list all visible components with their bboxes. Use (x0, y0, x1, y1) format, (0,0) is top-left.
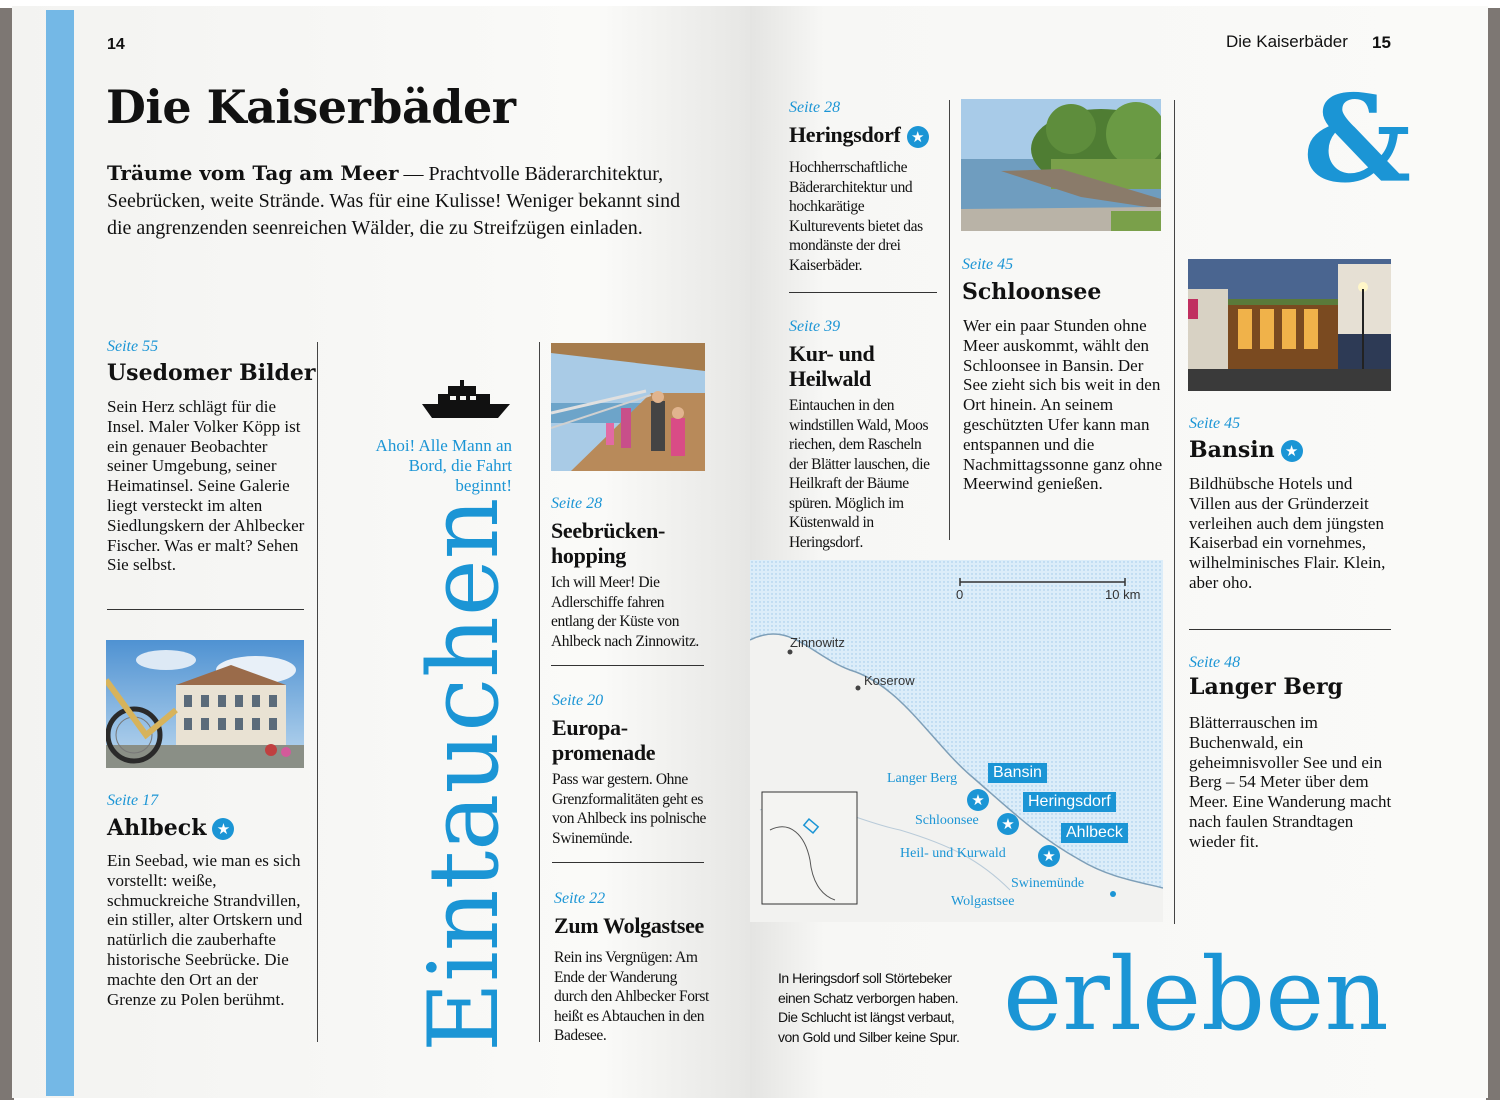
entry-seite-ahlbeck: Seite 17 (107, 792, 159, 809)
column-divider (317, 342, 318, 1042)
map-box-bansin: Bansin (988, 763, 1047, 783)
entry-seite-bansin: Seite 45 (1189, 415, 1241, 432)
entry-title-bansin (1189, 438, 1303, 463)
map-box-ahlbeck: Ahlbeck (1061, 823, 1128, 843)
map-label-wolgastsee: Wolgastsee (951, 894, 1015, 909)
ampersand: & (1303, 69, 1412, 210)
map-box-heringsdorf: Heringsdorf (1023, 792, 1116, 812)
map-label-heil-und-kurwald: Heil- und Kurwald (900, 846, 1006, 861)
entry-title-langer-berg: Langer Berg (1189, 674, 1343, 700)
photo-ahlbeck-villas (106, 640, 304, 768)
divider (551, 665, 704, 666)
entry-title-heringsdorf-text: Heringsdorf (789, 122, 901, 147)
column-divider (539, 342, 540, 1042)
entry-title-heilwald: Kur- und Heilwald (789, 341, 875, 391)
map-label-schloonsee: Schloonsee (915, 813, 979, 828)
entry-text-wolgastsee: Rein ins Vergnügen: Am Ende der Wanderung durch den Ahlbecker Forst heißt es Abtauchen in den Badesee. (554, 949, 709, 1044)
entry-seite-schloonsee: Seite 45 (962, 256, 1014, 273)
photo-schloonsee-jetty (961, 99, 1161, 231)
entry-title-seebruecken: Seebrücken-hopping (551, 518, 666, 568)
divider (552, 862, 704, 863)
map-kaiserbaeder (750, 560, 1163, 922)
entry-text-bansin: Bildhübsche Hotels und Villen aus der Gründerzeit verleihen auch dem jüngsten Kaiserbad ein vornehmes, wilhelminisches Flair. Klein, aber oho. (1189, 474, 1386, 592)
entry-seite-seebruecken: Seite 28 (551, 495, 603, 512)
divider (789, 292, 937, 293)
vertical-word-eintauchen: Eintauchen (408, 497, 520, 1052)
entry-title-ahlbeck (107, 816, 234, 841)
entry-title-wolgastsee: Zum Wolgastsee (554, 913, 705, 938)
entry-seite-heringsdorf: Seite 28 (789, 99, 841, 116)
entry-seite-usedomer-bilder: Seite 55 (107, 338, 159, 355)
entry-text-europa: Pass war gestern. Ohne Grenzformalitäten geht es von Ahlbeck ins polnische Swinemünde. (552, 771, 707, 847)
page-number-right: 15 (1372, 33, 1391, 52)
map-caption: In Heringsdorf soll Störtebeker einen Schatz verborgen haben. Die Schlucht ist längst verbaut, von Gold und Silber keine Spur. (778, 970, 960, 1045)
photo-bansin-cafe (1188, 259, 1391, 391)
column-divider (949, 100, 950, 540)
entry-text-langer-berg: Blätterrauschen im Buchenwald, ein geheimnisvoller See und ein Berg – 54 Meter über dem Meer. Eine Wanderung macht nach faulen Strandtagen wieder fit. (1189, 713, 1392, 851)
ship-icon (420, 380, 512, 422)
entry-title-ahlbeck-text: Ahlbeck (107, 815, 207, 841)
star-icon: ★ (997, 813, 1019, 835)
entry-text-ahlbeck: Ein Seebad, wie man es sich vorstellt: weiße, schmuckreiche Strandvillen, ein stiller, alter Ortskern und natürlich die zauberhafte historische Seebrücke. Die machte den Ort an der Grenze zu Polen berühmt. (107, 851, 303, 1009)
map-label-langer-berg: Langer Berg (887, 771, 958, 786)
entry-seite-wolgastsee: Seite 22 (554, 890, 606, 907)
intro-paragraph (107, 160, 707, 242)
page-number-left: 14 (107, 36, 125, 53)
entry-text-seebruecken: Ich will Meer! Die Adlerschiffe fahren entlang der Küste von Ahlbeck nach Zinnowitz. (551, 574, 699, 650)
blue-margin-strip (46, 10, 74, 1096)
entry-text-heringsdorf: Hochherrschaftliche Bäderarchitektur und hochkarätige Kulturevents bietet das mondänste der drei Kaiserbäder. (789, 159, 923, 274)
star-icon: ★ (1281, 440, 1303, 462)
entry-title-schloonsee: Schloonsee (962, 279, 1102, 305)
page-title: Die Kaiserbäder (106, 80, 516, 134)
map-scale-end: 10 km (1105, 587, 1141, 602)
ship-caption: Ahoi! Alle Mann an Bord, die Fahrt beginnt! (375, 436, 512, 495)
entry-title-europa: Europa-promenade (552, 715, 656, 765)
column-divider (1174, 100, 1175, 924)
entry-title-heringsdorf (789, 122, 929, 148)
big-word-erleben: erleben (1003, 936, 1389, 1053)
entry-title-bansin-text: Bansin (1189, 437, 1275, 463)
star-icon: ★ (967, 789, 989, 811)
entry-text-heilwald: Eintauchen in den windstillen Wald, Moos riechen, dem Rascheln der Blätter lauschen, die Heilkraft der Bäume spüren. Möglich im Küstenwald in Heringsdorf. (789, 397, 930, 551)
entry-title-usedomer-bilder: Usedomer Bilder (107, 360, 316, 386)
map-label-koserow: Koserow (864, 673, 915, 688)
running-head: Die Kaiserbäder (1226, 32, 1348, 51)
photo-pier-walkers (551, 343, 705, 471)
map-label-zinnowitz: Zinnowitz (790, 635, 845, 650)
entry-seite-heilwald: Seite 39 (789, 318, 841, 335)
map-label-swinemuende: Swinemünde (1011, 876, 1085, 891)
intro-text: — Prachtvolle Bäderarchitektur, Seebrücken, weite Strände. Was für eine Kulisse! Weniger bekannt sind die angrenzenden seenreichen Wälder, die zu Streifzügen einladen. (107, 163, 681, 239)
entry-seite-langer-berg: Seite 48 (1189, 654, 1241, 671)
divider (1189, 629, 1391, 630)
star-icon: ★ (1038, 845, 1060, 867)
entry-seite-europa: Seite 20 (552, 692, 604, 709)
entry-text-usedomer-bilder: Sein Herz schlägt für die Insel. Maler Volker Köpp ist ein genauer Beobachter seiner Umgebung, seiner Heimatinsel. Seine Galerie liegt versteckt im alten Siedlungskern der Ahlbecker Fischer. Was er malt? Sehen Sie selbst. (107, 397, 305, 575)
divider (107, 609, 304, 610)
entry-text-schloonsee: Wer ein paar Stunden ohne Meer auskommt, wählt den Schloonsee in Bansin. Der See zieht sich bis weit in den Ort hinein. An seinem geschützten Ufer kann man entspannen und die Nachmittagssonne ganz ohne Meerwind genießen. (963, 316, 1163, 494)
star-icon: ★ (907, 126, 929, 148)
intro-lead: Träume vom Tag am Meer (107, 161, 399, 185)
map-scale-start: 0 (956, 587, 964, 602)
star-icon: ★ (212, 818, 234, 840)
book-edge-right (1486, 8, 1500, 1100)
